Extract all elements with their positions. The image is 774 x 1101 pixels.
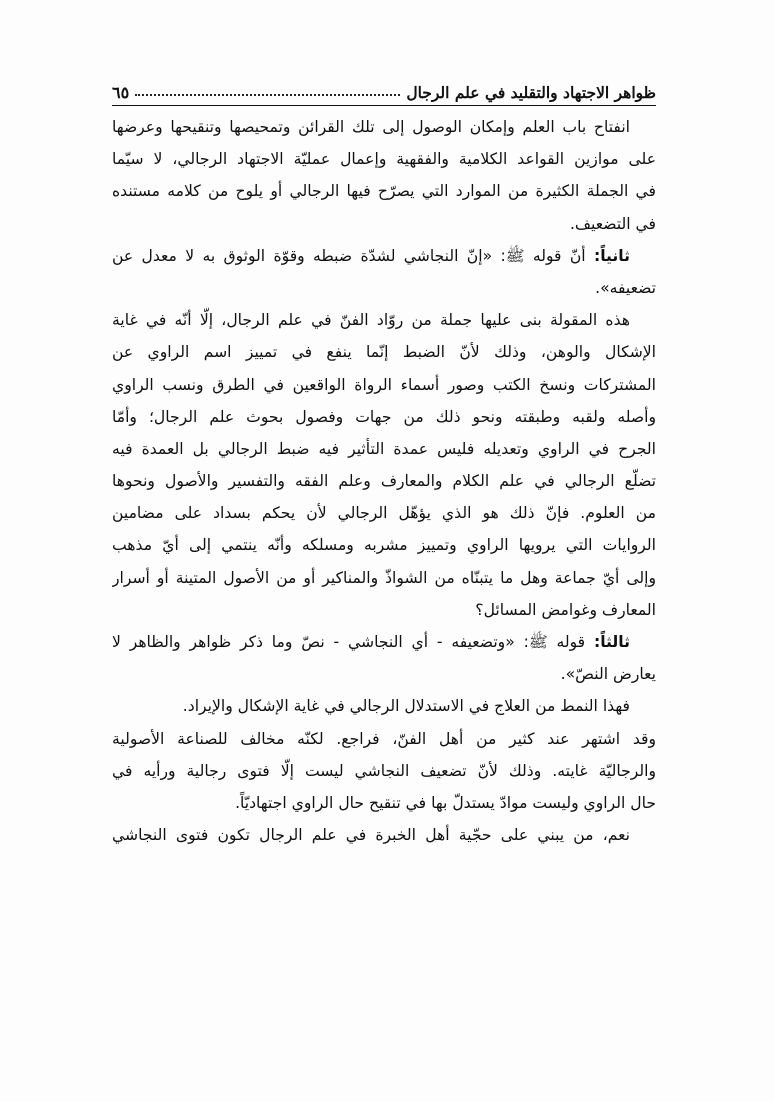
running-head — [112, 74, 656, 102]
text-line: الجرح في الراوي وتعديله فليس عمدة التأثير فيه ضبط الرجالي بل العمدة فيه — [112, 439, 656, 458]
running-head-leader-dots — [135, 94, 400, 96]
header-rule — [112, 105, 656, 106]
page-number: ٦٥ — [112, 83, 130, 102]
text-line: هذه المقولة بنى عليها جملة من روّاد الفنّ في علم الرجال، إلّا أنّه في غاية — [112, 311, 630, 330]
text-line: الإشكال والوهن، وذلك لأنّ الضبط إنّما ينفع في تمييز اسم الراوي عن — [112, 343, 656, 362]
text-line: فهذا النمط من العلاج في الاستدلال الرجالي في غاية الإشكال والإيراد. — [182, 697, 630, 716]
text-line: في التضعيف. — [569, 214, 656, 233]
text-line: نعم، من يبني على حجّية أهل الخبرة في علم الرجال تكون فتوى النجاشي — [112, 826, 630, 845]
text-line: حال الراوي وليست موادّ يستدلّ بها في تنقيح حال الراوي اجتهاديّاً. — [235, 793, 656, 812]
text-line: على موازين القواعد الكلامية والفقهية وإعمال عمليّة الاجتهاد الرجالي، لا سيّما — [112, 150, 656, 169]
text-line: في الجملة الكثيرة من الموارد التي يصرّح فيها الرجالي أو يلوح من كلامه مستنده — [112, 182, 656, 201]
text-line: تضعيفه». — [595, 278, 656, 297]
body-text — [112, 111, 656, 851]
text-line: المعارف وغوامض المسائل؟ — [475, 600, 656, 619]
point-lead: ثانياً: — [593, 246, 630, 265]
running-head-title: ظواهر الاجتهاد والتقليد في علم الرجال — [406, 83, 656, 102]
text-line: المشتركات ونسخ الكتب وصور أسماء الرواة الواقعين في الطرق ونسب الراوي — [112, 375, 656, 394]
text-line: ثانياً: أنّ قوله ﷺ: «إنّ النجاشي لشدّة ضبطه وقوّة الوثوق به لا معدل عن — [112, 246, 630, 265]
text-line: تضلّع الرجالي في علم الكلام والمعارف وعلم الفقه والتفسير والأصول ونحوها — [112, 472, 656, 491]
text-line: الروايات التي يرويها الراوي وتمييز مشربه ومسلكه وأنّه ينتمي إلى أيّ مذهب — [112, 536, 656, 555]
text-line: ثالثاً: قوله ﷺ: «وتضعيفه - أي النجاشي - نصّ وما ذكر ظواهر والظاهر لا — [112, 633, 630, 651]
text-line: انفتاح باب العلم وإمكان الوصول إلى تلك القرائن وتمحيصها وتنقيحها وعرضها — [112, 118, 630, 136]
text-line: والرجاليّة غايته. وذلك لأنّ تضعيف النجاشي ليست إلّا فتوى رجالية ورأيه في — [112, 761, 656, 780]
text-line: وأصله ولقبه وطبقته ونحو ذلك من جهات وفصول بحوث علم الرجال؛ وأمّا — [112, 407, 656, 426]
text-line: يعارض النصّ». — [560, 665, 656, 684]
text-line: وإلى أيّ جماعة وهل ما يتبنّاه من الشواذّ والمناكير أو من الأصول المتينة أو أسرار — [112, 568, 656, 587]
point-lead: ثالثاً: — [593, 633, 630, 651]
text-line: وقد اشتهر عند كثير من أهل الفنّ، فراجع. لكنّه مخالف للصناعة الأصولية — [112, 729, 656, 748]
text-line: من العلوم. فإنّ ذلك هو الذي يؤهّل الرجالي لأن يحكم بسداد على مضامين — [112, 504, 656, 523]
